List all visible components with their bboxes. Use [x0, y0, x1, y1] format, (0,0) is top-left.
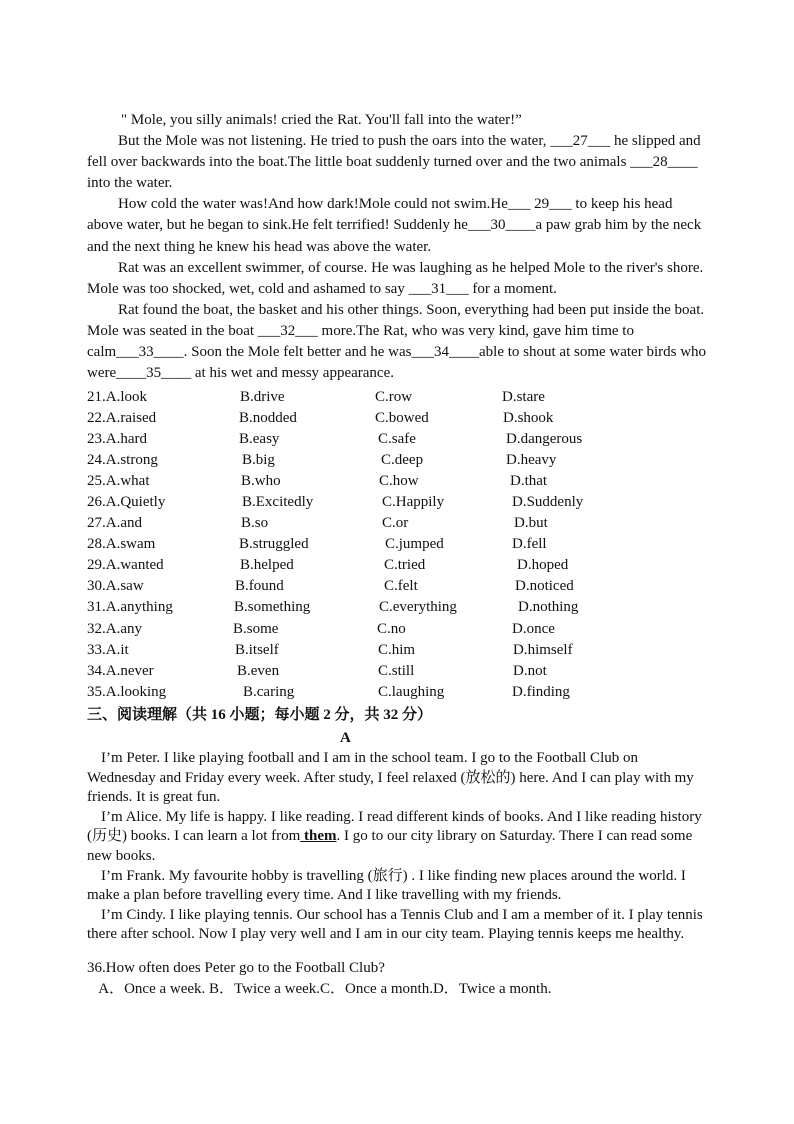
reading-paragraph-alice [87, 808, 709, 867]
option-d: D.noticed [515, 578, 574, 595]
option-d: D.dangerous [506, 430, 583, 447]
reading-text: . I go to our city library on Saturday. There I can read some new books. [87, 828, 693, 864]
option-a: 34.A.never [87, 662, 154, 679]
option-row [87, 661, 707, 682]
points-total: 32 [383, 707, 399, 723]
option-b: B.struggled [239, 536, 309, 553]
option-c: C.row [375, 388, 413, 405]
option-c: C.tried [384, 557, 426, 574]
underlined-word: them [300, 828, 337, 845]
passage-paragraph: " Mole, you silly animals! cried the Rat. You'll fall into the water!” [121, 112, 522, 128]
option-b: B.nodded [239, 409, 297, 426]
passage-paragraph: Rat was an excellent swimmer, of course. He was laughing as he helped Mole to the river's shore. Mole was too shocked, wet, cold and ashamed to say ___31___ for a moment. [87, 259, 704, 297]
option-row [87, 640, 707, 661]
option-b: B.found [235, 578, 284, 595]
option-row [87, 576, 707, 597]
option-b: B.Excitedly [242, 493, 314, 510]
option-d: D.stare [502, 388, 545, 405]
option-row [87, 387, 707, 408]
option-d: D.hoped [517, 557, 569, 574]
option-row [87, 619, 707, 640]
option-a: 21.A.look [87, 388, 147, 405]
question-36-choices [87, 979, 551, 1000]
option-row [87, 513, 707, 534]
option-row [87, 682, 707, 703]
option-b: B.caring [243, 683, 295, 700]
option-a: 27.A.and [87, 515, 142, 532]
cloze-options [87, 387, 707, 703]
option-b: B.itself [235, 641, 279, 658]
option-d: D.but [514, 515, 548, 532]
option-row [87, 450, 707, 471]
choice-a: A．Once a week. [98, 981, 206, 997]
option-d: D.heavy [506, 451, 557, 468]
question-count: 16 [210, 707, 226, 723]
option-a: 31.A.anything [87, 599, 173, 616]
option-c: C.or [382, 515, 409, 532]
option-row [87, 534, 707, 555]
option-c: C.Happily [382, 493, 445, 510]
option-c: C.jumped [385, 536, 444, 553]
section-heading [87, 705, 432, 726]
option-c: C.felt [384, 578, 418, 595]
option-c: C.bowed [375, 409, 429, 426]
option-b: B.who [241, 472, 281, 489]
option-b: B.something [234, 599, 311, 616]
option-row [87, 597, 707, 618]
section-heading-text: 三、阅读理解（共 [87, 707, 211, 723]
option-b: B.even [237, 662, 280, 679]
option-a: 35.A.looking [87, 683, 167, 700]
option-row [87, 492, 707, 513]
option-row [87, 429, 707, 450]
reading-text: I’m Alice. My life is happy. I like reading. I read different kinds of books. And I like reading history (历史) books. I can learn a lot from [87, 808, 702, 845]
passage-paragraph: How cold the water was!And how dark!Mole could not swim.He___ 29___ to keep his head above water, but he began to sink.He felt terrified! Suddenly he___30____a paw grab him by the neck and the next thing he knew his head was above the water. [87, 196, 702, 255]
option-a: 25.A.what [87, 472, 150, 489]
option-a: 33.A.it [87, 641, 129, 658]
option-b: B.some [233, 620, 279, 637]
option-b: B.drive [240, 388, 285, 405]
option-b: B.easy [239, 430, 280, 447]
option-row [87, 555, 707, 576]
option-a: 26.A.Quietly [87, 493, 166, 510]
option-d: D.fell [512, 536, 547, 553]
option-a: 28.A.swam [87, 536, 156, 553]
option-c: C.how [379, 472, 419, 489]
option-a: 24.A.strong [87, 451, 158, 468]
passage-paragraph: Rat found the boat, the basket and his other things. Soon, everything had been put inside the boat. Mole was seated in the boat ___32___ more.The Rat, who was very kind, gave him time to calm___33____. Soon the Mole felt better and he was___34____able to shout at some water birds who were____35____ at his wet and messy appearance. [87, 301, 707, 382]
points-each: 2 [323, 707, 331, 723]
option-c: C.no [377, 620, 406, 637]
section-heading-text: 分） [398, 707, 433, 723]
option-d: D.that [510, 472, 548, 489]
option-a: 30.A.saw [87, 578, 144, 595]
choice-c: C．Once a month. [320, 981, 433, 997]
reading-paragraph-peter: I’m Peter. I like playing football and I am in the school team. I go to the Football Club on Wednesday and Friday every week. After study, I feel relaxed (放松的) here. And I can play with my friends. It is great fun. [87, 750, 694, 806]
option-d: D.himself [513, 641, 573, 658]
reading-paragraph-frank: I’m Frank. My favourite hobby is travelling (旅行) . I like finding new places around the world. I make a plan before travelling every time. And I like travelling with my friends. [87, 867, 686, 904]
reading-passage [87, 749, 709, 945]
option-d: D.finding [512, 683, 570, 700]
section-heading-text: 分，共 [330, 707, 384, 723]
passage-label: A [340, 730, 351, 746]
choice-d: D．Twice a month. [432, 981, 552, 997]
option-c: C.laughing [378, 683, 445, 700]
passage-paragraph: But the Mole was not listening. He tried to push the oars into the water, ___27___ he slipped and fell over backwards into the boat.The little boat suddenly turned over and the two animals ___28____ into the water. [87, 133, 701, 192]
option-b: B.helped [240, 557, 294, 574]
reading-paragraph-cindy: I’m Cindy. I like playing tennis. Our school has a Tennis Club and I am a member of it. I play tennis there after school. Now I play very well and I am in our city team. Playing tennis keeps me healthy. [87, 906, 703, 943]
option-c: C.safe [378, 430, 416, 447]
question-36: 36.How often does Peter go to the Football Club? [87, 960, 385, 976]
option-c: C.deep [381, 451, 424, 468]
option-c: C.him [378, 641, 416, 658]
cloze-passage [87, 110, 712, 384]
option-d: D.shook [503, 409, 554, 426]
option-a: 32.A.any [87, 620, 142, 637]
option-a: 29.A.wanted [87, 557, 164, 574]
option-b: B.so [241, 515, 269, 532]
option-c: C.everything [379, 599, 457, 616]
option-b: B.big [242, 451, 275, 468]
section-heading-text: 小题；每小题 [225, 707, 324, 723]
option-a: 22.A.raised [87, 409, 157, 426]
option-d: D.not [513, 662, 547, 679]
option-row [87, 408, 707, 429]
choice-b: B．Twice a week. [209, 981, 321, 997]
option-d: D.once [512, 620, 555, 637]
option-a: 23.A.hard [87, 430, 147, 447]
option-d: D.nothing [518, 599, 579, 616]
option-c: C.still [378, 662, 415, 679]
option-d: D.Suddenly [512, 493, 584, 510]
option-row [87, 471, 707, 492]
